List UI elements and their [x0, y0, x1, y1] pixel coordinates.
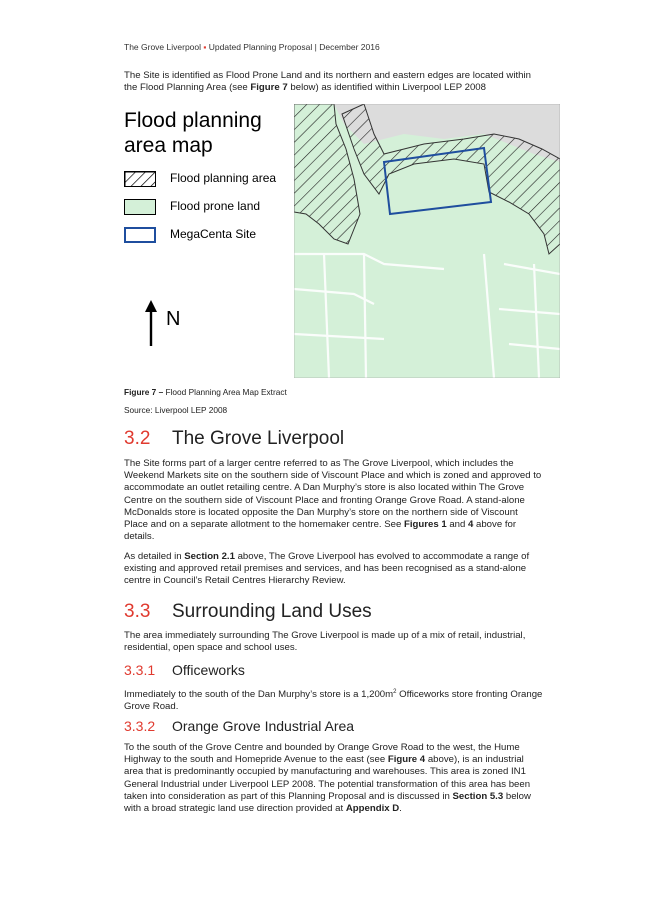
legend-label: Flood planning area [170, 171, 277, 185]
figure-caption [124, 387, 287, 397]
legend-title-line1: Flood planning [124, 109, 262, 132]
section-3-3-1-paragraph [124, 686, 544, 714]
section-number: 3.3.2 [124, 718, 156, 734]
section-3-3-paragraph: The area immediately surrounding The Grove Liverpool is made up of a mix of retail, industrial, residential, open space and school uses. [124, 630, 526, 654]
legend-label: MegaCenta Site [170, 227, 257, 241]
flood-map [294, 104, 560, 378]
intro-text: The Site is identified as Flood Prone Land and its northern and eastern edges are located within the Flood Planning Area (see [124, 70, 531, 94]
intro-text-end: below) as identified within Liverpool LEP 2008 [287, 82, 486, 94]
superscript: 2 [393, 689, 397, 695]
para-text: As detailed in [124, 551, 185, 562]
intro-figure-ref: Figure 7 [250, 82, 288, 94]
outline-swatch-icon [124, 227, 156, 243]
para-text: To the south of the Grove Centre and bounded by Orange Grove Road to the west, the Hume Highway to the south and Homepride Avenue to the east (see [124, 742, 520, 766]
para-text: Immediately to the south of the Dan Murphy’s store is a 1,200m [124, 689, 394, 701]
section-number: 3.3 [124, 601, 151, 622]
para-text: and [446, 519, 468, 531]
section-title: Orange Grove Industrial Area [172, 718, 355, 734]
heading-section-3-3 [124, 601, 372, 623]
north-arrow-icon [144, 300, 158, 346]
para-text: . [399, 803, 402, 815]
header-doc-info: Updated Planning Proposal | December 2016 [208, 42, 380, 52]
section-ref: Section 2.1 [184, 551, 235, 562]
section-3-3-2-paragraph [124, 742, 544, 815]
section-number: 3.3.1 [124, 662, 156, 678]
figure-caption-text: Flood Planning Area Map Extract [163, 387, 287, 397]
legend-title [124, 108, 262, 158]
section-title: Surrounding Land Uses [172, 601, 372, 622]
heading-section-3-2 [124, 428, 344, 450]
section-ref: Section 5.3 [452, 790, 504, 802]
figure-ref: Figures 1 [404, 519, 447, 531]
intro-paragraph [124, 70, 544, 94]
figure-source: Source: Liverpool LEP 2008 [124, 405, 228, 415]
north-label: N [166, 308, 181, 330]
fill-swatch-icon [124, 199, 156, 215]
heading-section-3-3-2 [124, 718, 354, 734]
para-text: above, The Grove Liverpool has evolved to accommodate a range of existing and approved retail premises and services, and has been recognised as a stand-alone centre in Council’s Retail Centres Hierarchy Review. [124, 551, 530, 587]
para-text: below with a broad strategic land use direction provided at [124, 790, 531, 815]
section-title: The Grove Liverpool [172, 428, 345, 449]
section-title: Officeworks [172, 662, 245, 678]
para-text: The Site forms part of a larger centre referred to as The Grove Liverpool, which includes the Weekend Markets site on the southern side of Viscount Place and which is zoned and approved to accommodate an outlet retailing centre. A Dan Murphy’s store is also located within The Grove Centre on the southern side of Viscount Place and fronting Orange Grove Road. A stand-alone McDonalds store is located opposite the Dan Murphy’s store on the northern side of Viscount Place and on a separate allotment to the homemaker centre. See [124, 458, 542, 531]
section-3-2-paragraph-2 [124, 551, 544, 588]
hatch-swatch-icon [124, 171, 156, 187]
page-header [124, 42, 380, 52]
para-text: Officeworks store fronting Orange Grove Road. [124, 689, 543, 713]
header-separator: ▪ [203, 42, 207, 52]
heading-section-3-3-1 [124, 662, 245, 678]
section-number: 3.2 [124, 428, 151, 449]
para-text: above for details. [124, 519, 517, 543]
legend-label: Flood prone land [170, 199, 261, 213]
figure-ref: 4 [468, 519, 474, 531]
para-text: above), is an industrial area that is predominantly occupied by manufacturing and warehouses. This area is zoned IN1 General Industrial under Liverpool LEP 2008. The potential transformation of this area has been taken into consideration as part of this Planning Proposal and is discussed in [124, 754, 531, 802]
figure-caption-label: Figure 7 – [124, 387, 164, 397]
legend-title-line2: area map [124, 134, 213, 157]
section-3-2-paragraph-1 [124, 458, 544, 543]
appendix-ref: Appendix D [345, 803, 400, 815]
figure-ref: Figure 4 [387, 754, 426, 766]
header-doc-title: The Grove Liverpool [124, 42, 202, 52]
